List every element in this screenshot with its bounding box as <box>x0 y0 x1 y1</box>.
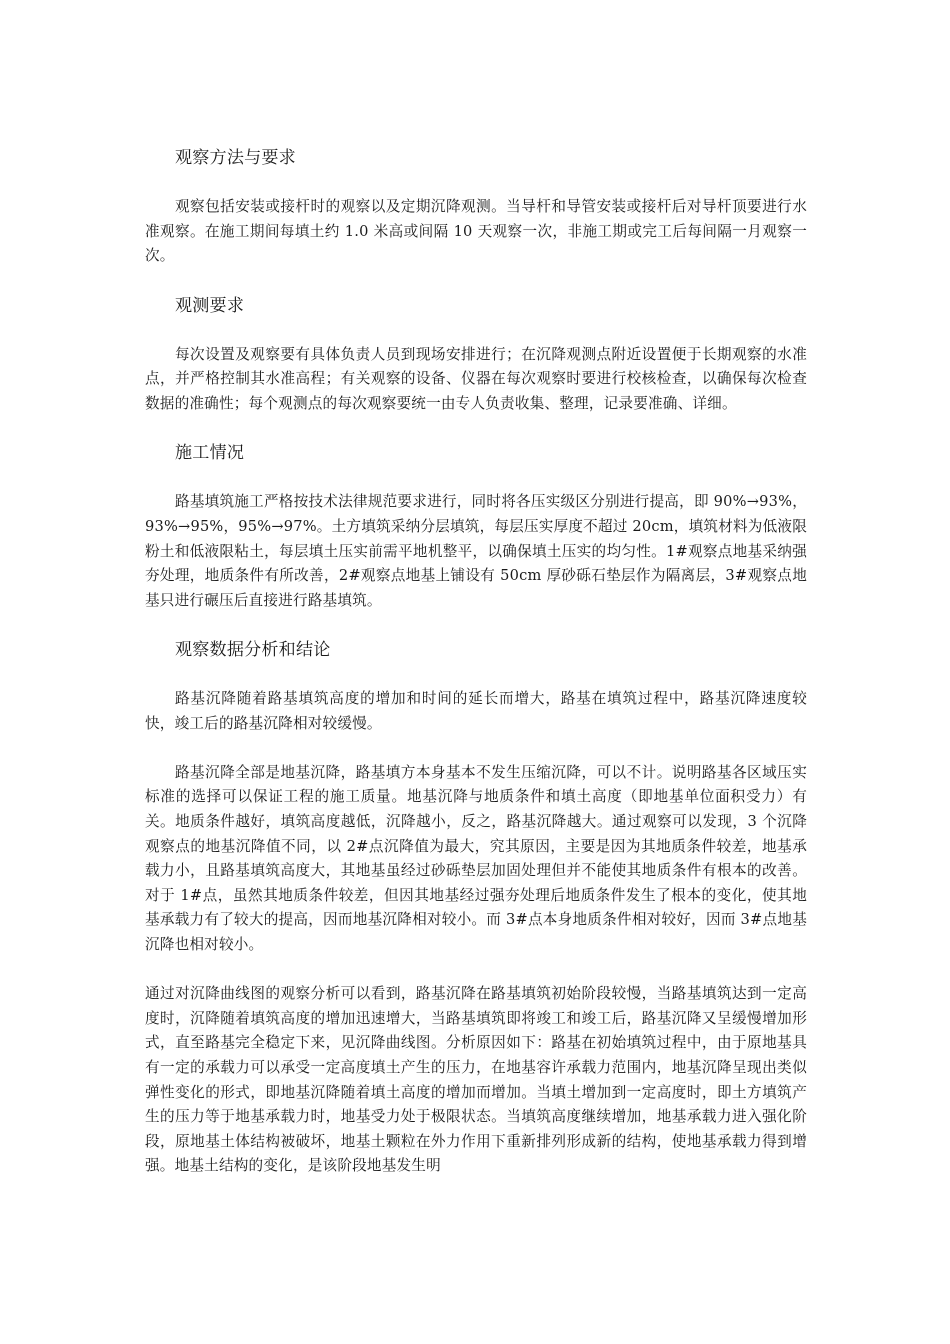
spacer <box>145 269 807 294</box>
section-heading-data-analysis: 观察数据分析和结论 <box>175 639 331 660</box>
spacer <box>145 466 807 491</box>
paragraph-observation-method: 观察包括安装或接杆时的观察以及定期沉降观测。当导杆和导管安装或接杆后对导杆顶要进行水准观察。在施工期间每填土约 1.0 米高或间隔 10 天观察一次，非施工期或完工后每间隔一月观察一次。 <box>145 198 807 265</box>
spacer <box>145 417 807 442</box>
paragraph-construction-status: 路基填筑施工严格按技术法律规范要求进行，同时将各压实级区分别进行提高，即 90%→93%，93%→95%，95%→97%。土方填筑采纳分层填筑，每层压实厚度不超过 20cm，填筑材料为低液限粉土和低液限粘土，每层填土压实前需平地机整平，以确保填土压实的均匀性。1#观察点地基采纳强夯处理，地质条件有所改善，2#观察点地基上铺设有 50cm 厚砂砾石垫层作为隔离层，3#观察点地基只进行碾压后直接进行路基填筑。 <box>145 493 807 609</box>
paragraph-foundation-settlement: 路基沉降全部是地基沉降，路基填方本身基本不发生压缩沉降，可以不计。说明路基各区域压实标准的选择可以保证工程的施工质量。地基沉降与地质条件和填土高度（即地基单位面积受力）有关。地质条件越好，填筑高度越低，沉降越小，反之，路基沉降越大。通过观察可以发现，3 个沉降观察点的地基沉降值不同，以 2#点沉降值为最大，究其原因，主要是因为其地质条件较差，地基承载力小，且路基填筑高度大，其地基虽经过砂砾垫层加固处理但并不能使其地质条件有根本的改善。对于 1#点，虽然其地质条件较差，但因其地基经过强夯处理后地质条件发生了根本的变化，使其地基承载力有了较大的提高，因而地基沉降相对较小。而 3#点本身地质条件相对较好，因而 3#点地基沉降也相对较小。 <box>145 763 807 953</box>
spacer <box>145 662 807 687</box>
spacer <box>145 318 807 343</box>
paragraph-settlement-trend: 路基沉降随着路基填筑高度的增加和时间的延长而增大，路基在填筑过程中，路基沉降速度较快，竣工后的路基沉降相对较缓慢。 <box>145 690 807 732</box>
section-heading-construction-status: 施工情况 <box>175 443 245 464</box>
spacer <box>145 613 807 638</box>
spacer <box>145 736 807 761</box>
paragraph-settlement-curve-analysis: 通过对沉降曲线图的观察分析可以看到，路基沉降在路基填筑初始阶段较慢，当路基填筑达到一定高度时，沉降随着填筑高度的增加迅速增大，当路基填筑即将竣工和竣工后，路基沉降又呈缓慢增加形式，直至路基完全稳定下来，见沉降曲线图。分析原因如下：路基在初始填筑过程中，由于原地基具有一定的承载力可以承受一定高度填土产生的压力，在地基容许承载力范围内，地基沉降呈现出类似弹性变化的形式，即地基沉降随着填土高度的增加而增加。当填土增加到一定高度时，即土方填筑产生的压力等于地基承载力时，地基受力处于极限状态。当填筑高度继续增加，地基承载力进入强化阶段，原地基土体结构被破坏，地基土颗粒在外力作用下重新排列形成新的结构，使地基承载力得到增强。地基土结构的变化，是该阶段地基发生明 <box>145 985 807 1175</box>
spacer <box>145 171 807 196</box>
section-heading-observation-method: 观察方法与要求 <box>175 148 296 168</box>
section-heading-measurement-requirements: 观测要求 <box>175 295 245 316</box>
spacer <box>145 958 807 983</box>
document-page <box>145 146 807 1179</box>
paragraph-measurement-requirements: 每次设置及观察要有具体负责人员到现场安排进行；在沉降观测点附近设置便于长期观察的水准点，并严格控制其水准高程；有关观察的设备、仪器在每次观察时要进行校核检查，以确保每次检查数据的准确性；每个观测点的每次观察要统一由专人负责收集、整理，记录要准确、详细。 <box>145 345 807 412</box>
